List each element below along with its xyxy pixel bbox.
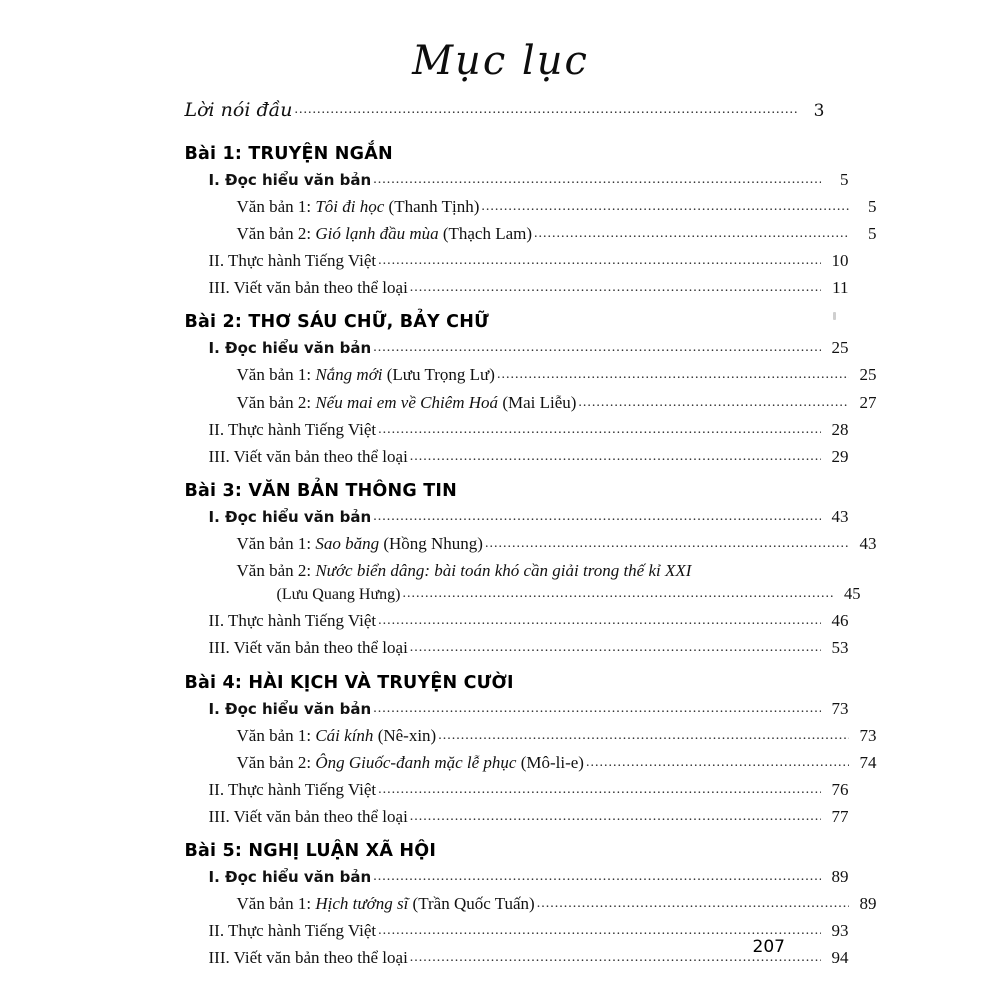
toc-entry-label: [237, 561, 821, 581]
dot-leader: [373, 509, 820, 525]
toc-entry-page: 25: [831, 338, 849, 358]
dot-leader: [497, 367, 849, 383]
toc-entry-author: (Mô-li-e): [516, 752, 584, 772]
toc-entry-section[interactable]: [181, 780, 849, 800]
toc-entry-page: 53: [831, 638, 849, 658]
dot-leader: [481, 199, 848, 215]
toc-entry-section[interactable]: [181, 170, 849, 190]
dot-leader: [373, 869, 820, 885]
toc-entry-prefix: Văn bản 2:: [236, 752, 316, 772]
toc-entry-label: I. Đọc hiểu văn bản: [208, 507, 372, 526]
toc-entry-page: 73: [831, 698, 849, 718]
toc-entry-label: [237, 726, 437, 746]
toc-entry-prefix: Văn bản 1:: [236, 365, 316, 385]
dot-leader: [410, 280, 821, 296]
table-of-contents: [181, 90, 877, 968]
dot-leader: [537, 896, 849, 912]
toc-entry-section[interactable]: [181, 699, 849, 719]
toc-entry-section[interactable]: [181, 507, 849, 527]
toc-entry-label: Lời nói đầu: [184, 99, 293, 121]
dot-leader: [438, 728, 848, 744]
toc-entry-prefix: Văn bản 2:: [236, 224, 316, 244]
toc-entry-title: Nước biển dâng: bài toán khó cần giải trong thế kỉ XXI: [315, 560, 692, 580]
toc-entry-page: 3: [813, 101, 825, 121]
toc-entry-label: [237, 894, 535, 914]
toc-entry-label: [237, 197, 480, 217]
toc-entry-continuation: [237, 585, 861, 604]
toc-entry-title: Nắng mới: [315, 365, 383, 385]
toc-entry-label: [237, 753, 584, 773]
dot-leader: [373, 172, 820, 188]
toc-entry-prefix: Văn bản 1:: [236, 196, 316, 216]
toc-entry-text[interactable]: [181, 365, 877, 385]
toc-entry-label: III. Viết văn bản theo thể loại: [208, 446, 408, 466]
toc-entry-prefix: Văn bản 1:: [236, 894, 316, 914]
toc-unit-heading[interactable]: Bài 2: THƠ SÁU CHỮ, BẢY CHỮ: [184, 312, 489, 333]
toc-entry-title: Ông Giuốc-đanh mặc lễ phục: [315, 752, 517, 772]
toc-entry-author: (Thanh Tịnh): [384, 196, 480, 216]
toc-entry-label: [237, 534, 483, 554]
toc-entry-page: 76: [831, 779, 849, 799]
toc-unit-heading[interactable]: Bài 4: HÀI KỊCH VÀ TRUYỆN CƯỜI: [184, 672, 514, 693]
toc-entry-text[interactable]: [181, 197, 877, 217]
dot-leader: [295, 102, 797, 118]
toc-entry-section[interactable]: [181, 338, 849, 358]
dot-leader: [378, 782, 820, 798]
toc-entry-page: 25: [859, 365, 877, 385]
toc-entry-author: (Nê-xin): [373, 725, 437, 745]
toc-entry-foreword[interactable]: [181, 100, 825, 122]
toc-entry-page: 46: [831, 611, 849, 631]
toc-entry-page: 89: [831, 867, 849, 887]
toc-entry-prefix: Văn bản 1:: [236, 725, 316, 745]
toc-entry-label: [237, 224, 533, 244]
dot-leader: [402, 586, 832, 602]
toc-entry-label: I. Đọc hiểu văn bản: [208, 339, 372, 358]
toc-entry-page: 73: [859, 725, 877, 745]
toc-entry-page: 74: [859, 752, 877, 772]
toc-entry-label: [237, 393, 577, 413]
page-title: Mục lục: [412, 38, 589, 84]
toc-entry-title: Tôi đi học: [315, 196, 385, 216]
toc-entry-section[interactable]: [181, 867, 849, 887]
toc-entry-page: 5: [868, 224, 877, 244]
toc-entry-label: II. Thực hành Tiếng Việt: [208, 251, 377, 271]
toc-entry-text[interactable]: [181, 726, 877, 746]
toc-entry-label: II. Thực hành Tiếng Việt: [208, 611, 377, 631]
toc-entry-page: 45: [844, 583, 861, 603]
toc-entry-section[interactable]: [181, 807, 849, 827]
toc-entry-text[interactable]: [181, 753, 877, 773]
dot-leader: [378, 253, 820, 269]
toc-entry-author: (Mai Liễu): [498, 392, 577, 412]
toc-entry-section[interactable]: [181, 447, 849, 467]
toc-entry-author: (Trần Quốc Tuấn): [408, 894, 535, 914]
toc-entry-section[interactable]: [181, 611, 849, 631]
dot-leader: [485, 536, 849, 552]
toc-entry-label: I. Đọc hiểu văn bản: [208, 170, 372, 189]
dot-leader: [410, 449, 821, 465]
toc-entry-author: (Lưu Quang Hưng): [276, 585, 401, 603]
toc-entry-page: 28: [831, 419, 849, 439]
toc-entry-label: I. Đọc hiểu văn bản: [208, 868, 372, 887]
toc-entry-title: Hịch tướng sĩ: [315, 894, 409, 914]
toc-entry-label: I. Đọc hiểu văn bản: [208, 699, 372, 718]
toc-entry-page: 5: [840, 169, 849, 189]
toc-entry-prefix: Văn bản 1:: [236, 533, 316, 553]
toc-entry-author: (Thạch Lam): [438, 224, 533, 244]
dot-leader: [534, 226, 848, 242]
toc-entry-page: 93: [831, 921, 849, 941]
toc-entry-text[interactable]: [181, 894, 877, 914]
toc-entry-author: (Lưu Trọng Lư): [382, 365, 495, 385]
dot-leader: [578, 395, 848, 411]
toc-entry-section[interactable]: [181, 251, 849, 271]
toc-entry-label: III. Viết văn bản theo thể loại: [208, 278, 408, 298]
dot-leader: [410, 809, 821, 825]
toc-entry-title: Cái kính: [315, 725, 374, 745]
toc-entry-label: II. Thực hành Tiếng Việt: [208, 419, 377, 439]
dot-leader: [373, 701, 820, 717]
toc-entry-text[interactable]: [181, 560, 861, 604]
dot-leader: [378, 613, 820, 629]
toc-entry-section[interactable]: [181, 420, 849, 440]
toc-unit-heading[interactable]: Bài 1: TRUYỆN NGẮN: [184, 143, 393, 164]
toc-entry-title: Gió lạnh đầu mùa: [315, 224, 439, 244]
toc-entry-page: 27: [859, 392, 877, 412]
toc-entry-page: 29: [831, 446, 849, 466]
toc-entry-page: 94: [831, 948, 849, 968]
toc-entry-prefix: Văn bản 2:: [236, 392, 316, 412]
toc-entry-section[interactable]: [181, 921, 849, 941]
toc-entry-text[interactable]: [181, 534, 877, 554]
toc-entry-label: III. Viết văn bản theo thể loại: [208, 638, 408, 658]
dot-leader: [378, 422, 820, 438]
toc-entry-prefix: Văn bản 2:: [236, 560, 316, 580]
dot-leader: [410, 640, 821, 656]
toc-entry-title: Sao băng: [315, 533, 380, 553]
page-speck: [833, 312, 836, 320]
toc-entry-author: (Hồng Nhung): [379, 533, 483, 553]
toc-entry-title: Nếu mai em về Chiêm Hoá: [315, 392, 499, 412]
toc-entry-text[interactable]: [181, 224, 877, 244]
toc-entry-page: 43: [831, 506, 849, 526]
toc-entry-label: [237, 365, 495, 385]
toc-unit-heading[interactable]: Bài 5: NGHỊ LUẬN XÃ HỘI: [184, 841, 437, 862]
toc-entry-page: 77: [831, 806, 849, 826]
toc-entry-section[interactable]: [181, 638, 849, 658]
toc-entry-page: 89: [859, 894, 877, 914]
dot-leader: [373, 340, 820, 356]
toc-entry-label: II. Thực hành Tiếng Việt: [208, 779, 377, 799]
toc-entry-page: 5: [868, 196, 877, 216]
toc-entry-label: II. Thực hành Tiếng Việt: [208, 921, 377, 941]
toc-unit-heading[interactable]: Bài 3: VĂN BẢN THÔNG TIN: [184, 480, 457, 501]
toc-entry-text[interactable]: [181, 393, 877, 413]
toc-entry-section[interactable]: [181, 948, 849, 968]
toc-entry-page: 11: [832, 278, 849, 298]
toc-entry-page: 10: [831, 251, 849, 271]
toc-unit-list: [181, 143, 877, 969]
toc-entry-label: III. Viết văn bản theo thể loại: [208, 806, 408, 826]
toc-entry-section[interactable]: [181, 278, 849, 298]
toc-entry-label: III. Viết văn bản theo thể loại: [208, 948, 408, 968]
toc-entry-page: 43: [859, 533, 877, 553]
dot-leader: [586, 755, 849, 771]
page-number: 207: [752, 937, 785, 957]
